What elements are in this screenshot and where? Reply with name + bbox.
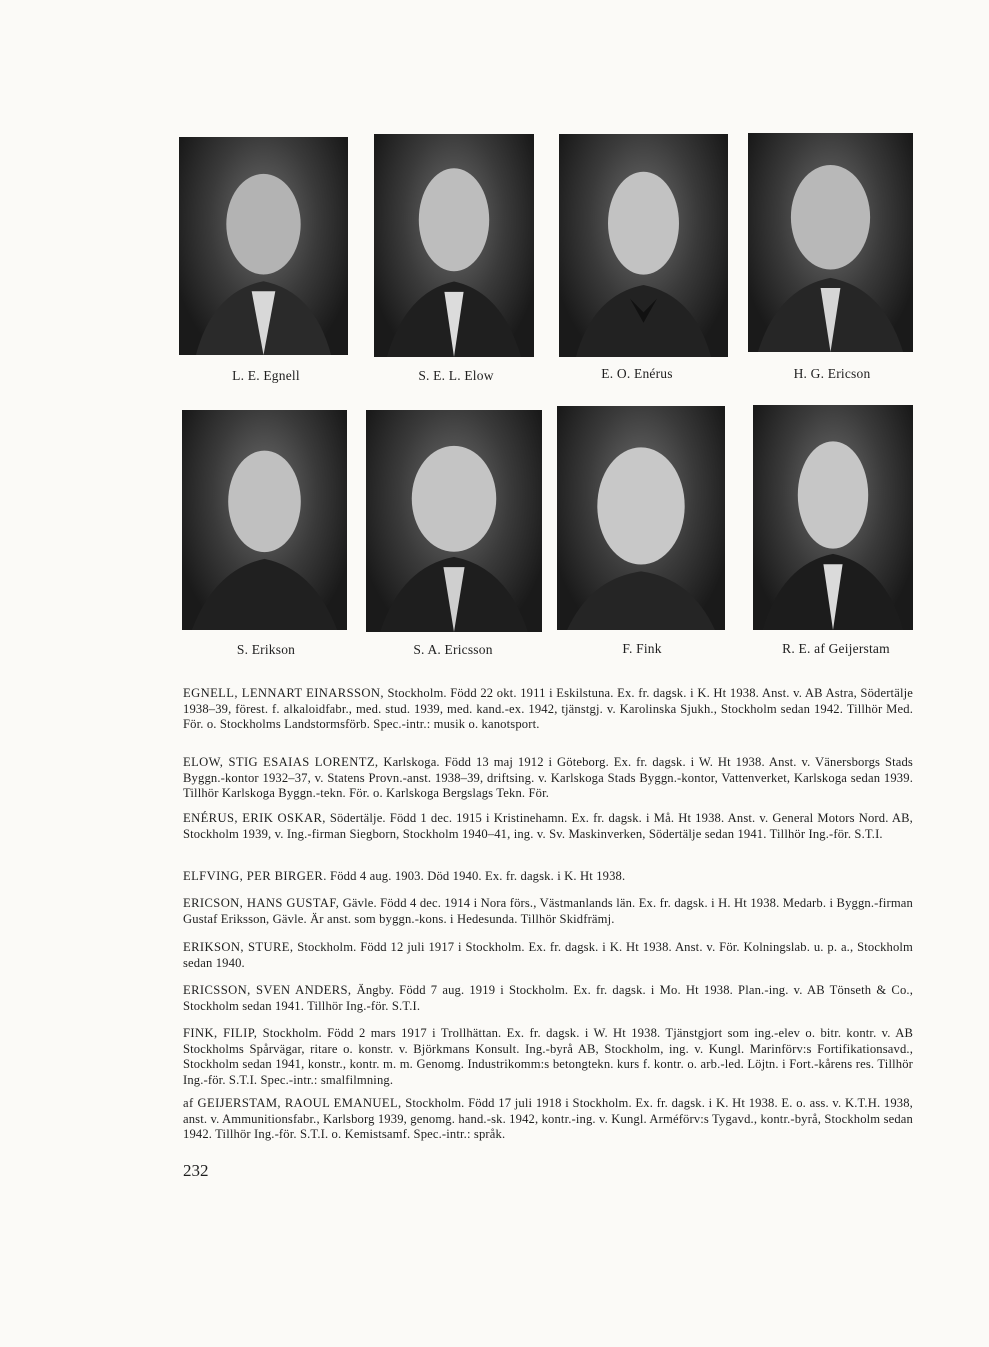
portrait-photo [374,134,534,357]
bio-entry [183,869,913,885]
entry-name: ENÉRUS, ERIK OSKAR, [183,811,326,825]
portrait-photo [557,406,725,630]
entry-name: EGNELL, LENNART EINARSSON, [183,686,384,700]
portrait-photo [559,134,728,357]
entry-text: Gävle. Född 4 dec. 1914 i Nora förs., Västmanlands län. Ex. fr. dagsk. i H. Ht 1938. Medarb. i Byggn.-firman Gustaf Eriksson, Gävle. Är anst. som byggn.-kons. i Hedesunda. Tillhör Skidfrämj. [183,896,913,926]
bio-entry [183,755,913,802]
photo-caption: H. G. Ericson [793,366,871,381]
photo-caption: R. E. af Geijerstam [782,641,890,656]
photo-caption: E. O. Enérus [601,366,673,381]
entry-name: ELFVING, PER BIRGER. [183,869,327,883]
photo-caption: S. E. L. Elow [418,368,494,383]
entry-text: Stockholm. Född 2 mars 1917 i Trollhättan. Ex. fr. dagsk. i W. Ht 1938. Tjänstgjort som ing.-elev o. bitr. kontr. v. AB Stockholms Spårvägar, ritare o. konstr. v. Björkmans Konsult. Ing.-byrå AB, Stockholm, ing. v. Kungl. Marinförv:s Fortifikationsavd., Stockholm sedan 1941, konstr., kontr. m. m. Genomg. Industrikomm:s betongtekn. kurs f. kontr. o. arb.-led. Löjtn. i Fort.-kårens res. Tillhör Ing.-för. S.T.I. Spec.-intr.: smalfilmning. [183,1026,913,1088]
photo-caption: S. Erikson [236,642,296,657]
photo-caption: L. E. Egnell [232,368,300,383]
entry-name: ERIKSON, STURE, [183,940,294,954]
entry-text: Född 4 aug. 1903. Död 1940. Ex. fr. dagsk. i K. Ht 1938. [326,869,626,883]
entry-text: Ängby. Född 7 aug. 1919 i Stockholm. Ex. fr. dagsk. i Mo. Ht 1938. Plan.-ing. v. AB Tönseth & Co., Stockholm sedan 1941. Tillhör Ing.-för. S.T.I. [183,983,913,1013]
bio-entry [183,1096,913,1143]
bio-entry [183,983,913,1014]
entry-name: af GEIJERSTAM, RAOUL EMANUEL, [183,1096,402,1110]
portrait-photo [366,410,542,632]
entry-name: ERICSON, HANS GUSTAF, [183,896,340,910]
photo-caption: F. Fink [622,641,662,656]
bio-entry [183,940,913,971]
entry-name: ERICSSON, SVEN ANDERS, [183,983,352,997]
entry-text: Stockholm. Född 17 juli 1918 i Stockholm. Ex. fr. dagsk. i K. Ht 1938. E. o. ass. v. K.T.H. 1938, anst. v. Ammunitionsfabr., Karlsborg 1939, genomg. hand.-sk. 1942, kontr.-ing. v. Kungl. Arméförv:s Tygavd., kontr.-byrå, Stockholm sedan 1942. Tillhör Ing.-för. S.T.I. o. Kemistsamf. Spec.-intr.: språk. [183,1096,913,1142]
photo-caption: S. A. Ericsson [413,642,493,657]
entry-name: FINK, FILIP, [183,1026,258,1040]
entry-text: Stockholm. Född 22 okt. 1911 i Eskilstuna. Ex. fr. dagsk. i K. Ht 1938. Anst. v. AB Astra, Södertälje 1938–39, förest. f. alkaloidfabr., med. stud. 1939, med. kand.-ex. 1942, tjänstgj. v. Karolinska Sjukh., Stockholm sedan 1942. Tillhör Med. För. o. Stockholms Landstormsförb. Spec.-intr.: musik o. kanotsport. [183,686,913,732]
bio-entry [183,1026,913,1089]
portrait-photo [182,410,347,630]
bio-entry [183,811,913,842]
portrait-photo [179,137,348,355]
bio-entry [183,896,913,927]
entry-text: Karlskoga. Född 13 maj 1912 i Göteborg. Ex. fr. dagsk. i W. Ht 1938. Anst. v. Vänersborgs Stads Byggn.-kontor 1932–37, v. Statens Provn.-anst. 1938–39, driftsing. v. Karlskoga Stads Byggn.-kontor, Vattenverket, Karlskoga sedan 1939. Tillhör Karlskoga Byggn.-tekn. För. o. Karlskoga Bergslags Tekn. För. [183,755,913,801]
page-number: 232 [183,1161,209,1180]
entry-text: Södertälje. Född 1 dec. 1915 i Kristinehamn. Ex. fr. dagsk. i Må. Ht 1938. Anst. v. General Motors Nord. AB, Stockholm 1939, v. Ing.-firman Siegborn, Stockholm 1940–41, ing. v. Sv. Maskinverken, Södertälje sedan 1941. Tillhör Ing.-för. S.T.I. [183,811,913,841]
portrait-photo [748,133,913,352]
entry-text: Stockholm. Född 12 juli 1917 i Stockholm. Ex. fr. dagsk. i K. Ht 1938. Anst. v. För. Kolningslab. u. p. a., Stockholm sedan 1940. [183,940,914,970]
portrait-photo [753,405,913,630]
bio-entry [183,686,913,733]
entry-name: ELOW, STIG ESAIAS LORENTZ, [183,755,379,769]
